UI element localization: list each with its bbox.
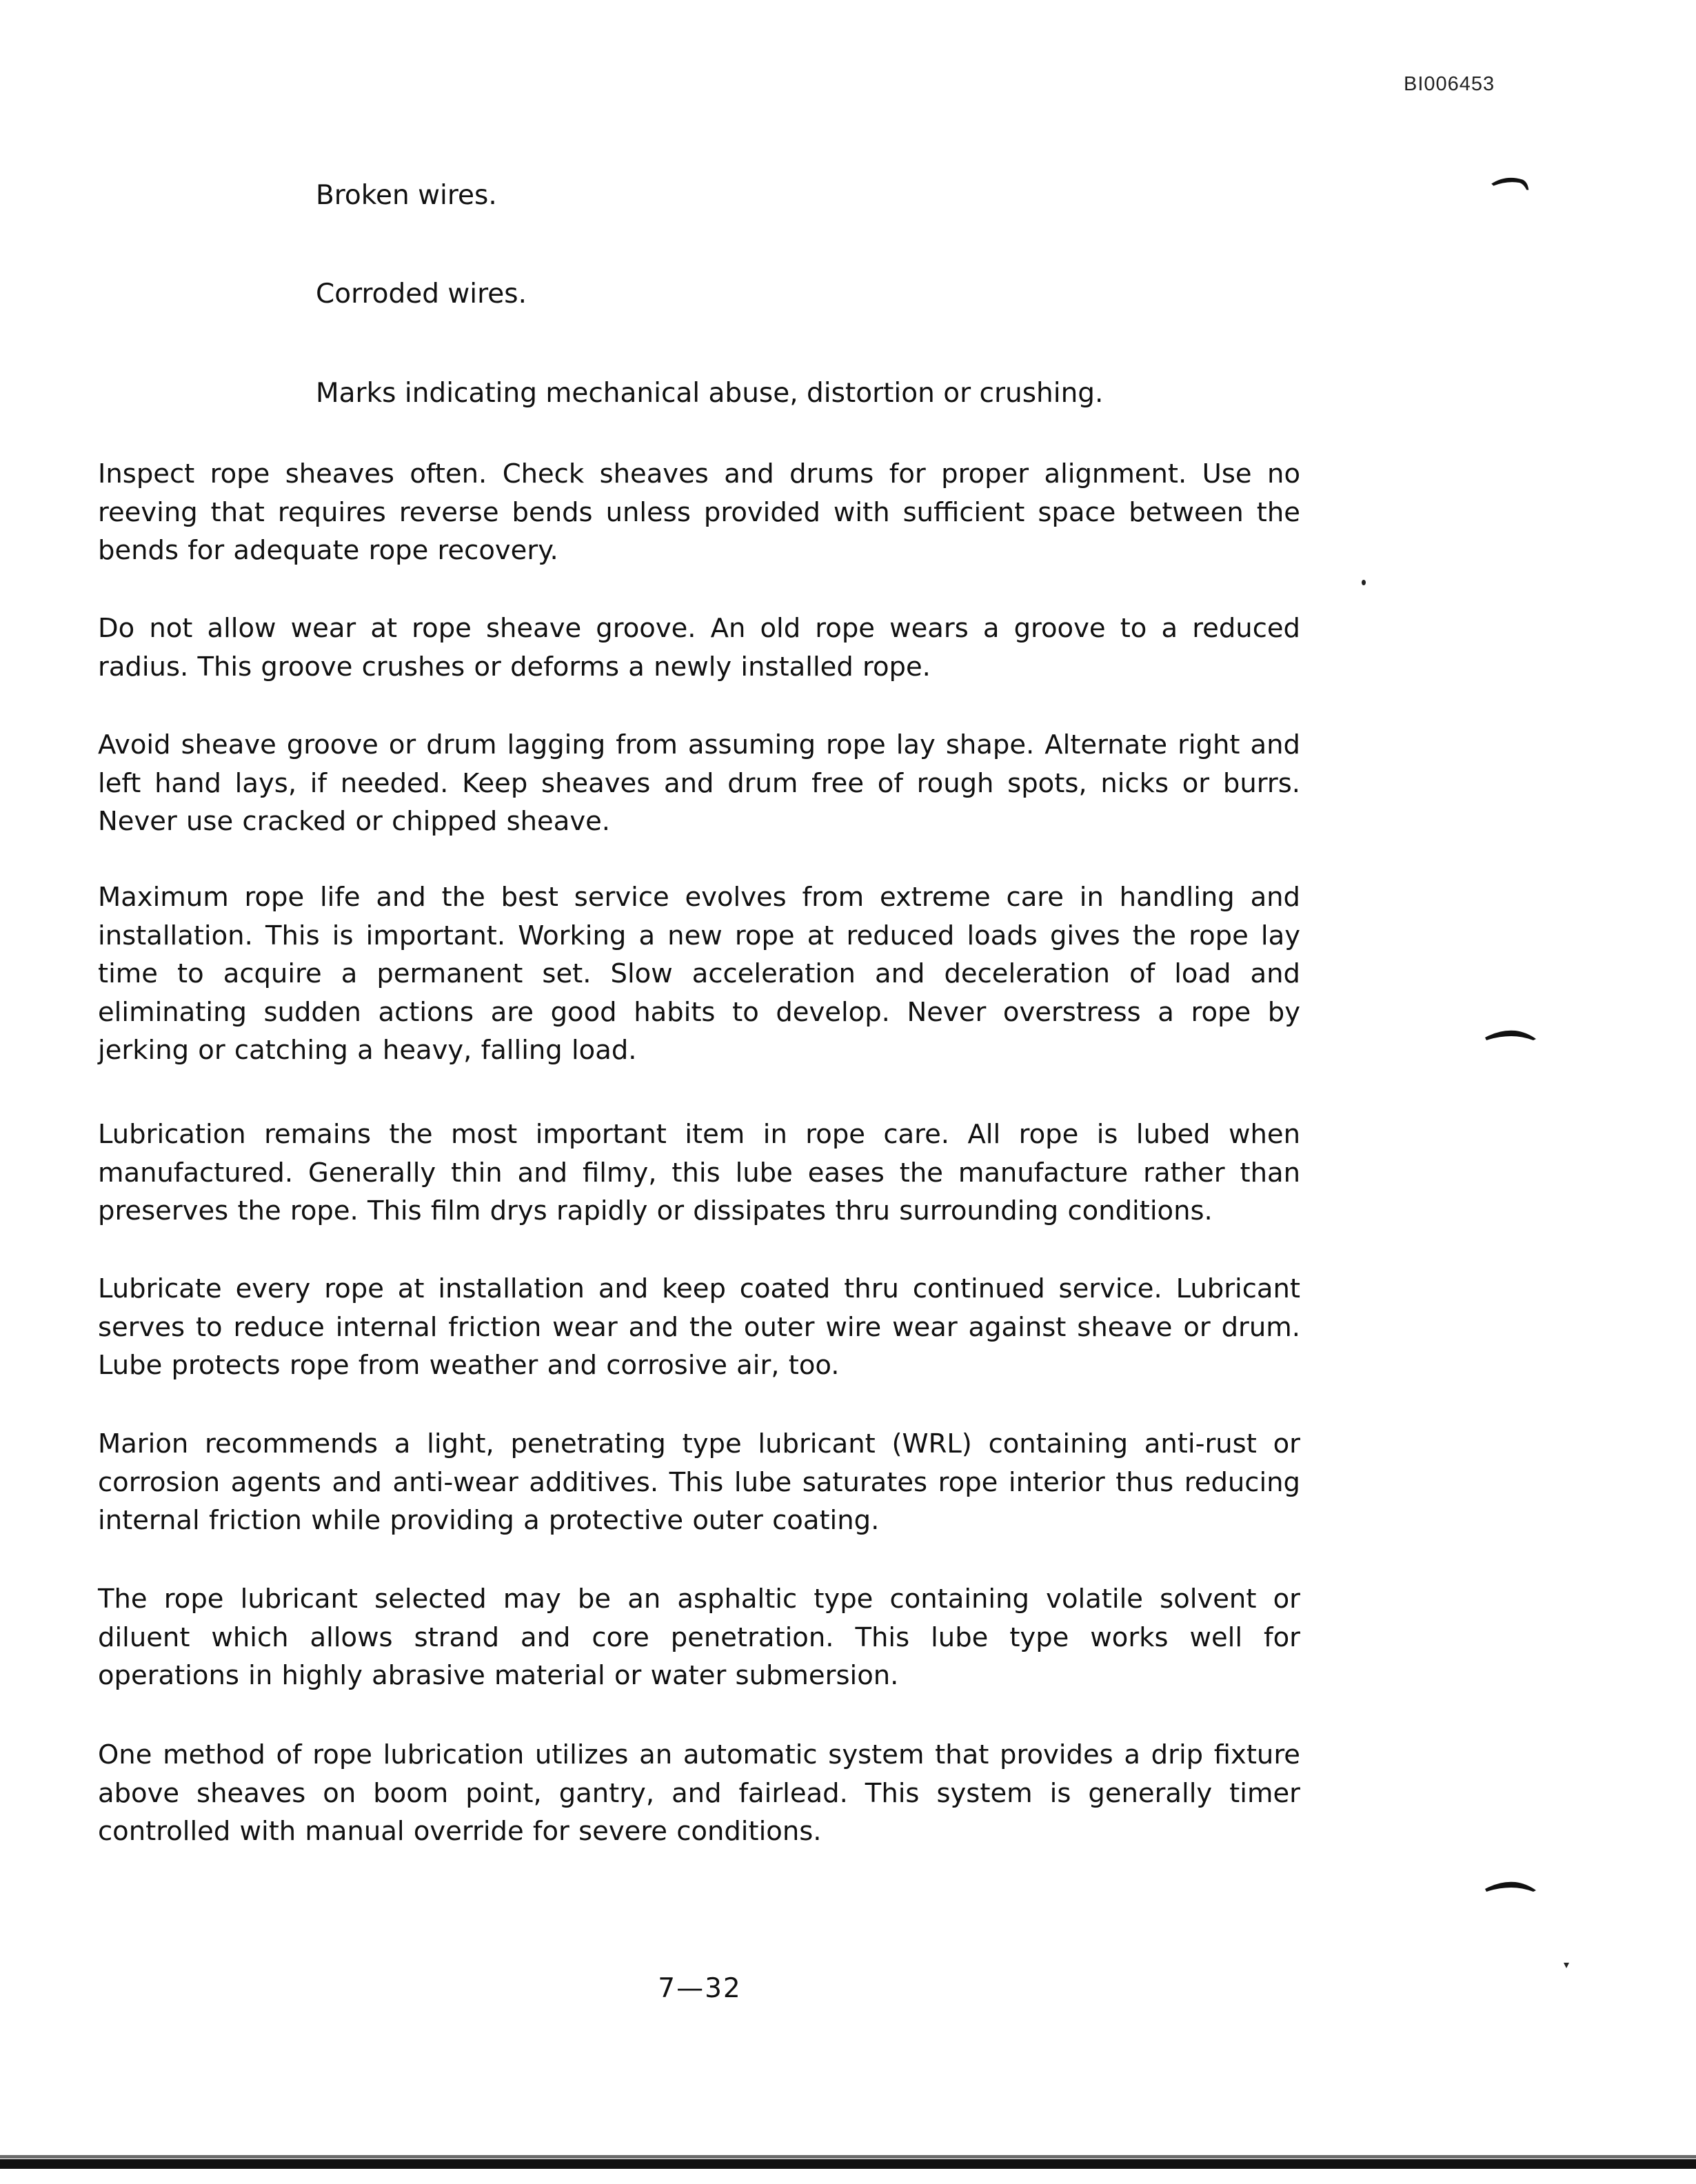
paragraph-inspect-sheaves: Inspect rope sheaves often. Check sheaves and drums for proper alignment. Use no reeving that requires reverse bends unless provided with sufficient space between the bends for adequate rope recovery. [98,458,1300,566]
document-id: BI006453 [1404,73,1495,95]
paragraph-marion-recommends: Marion recommends a light, penetrating type lubricant (WRL) containing anti-rust or corrosion agents and anti-wear additives. This lube saturates rope interior thus reducing internal friction while providing a protective outer coating. [98,1428,1300,1536]
binder-hole-mark-icon [1484,172,1537,193]
inspection-item-corroded-wires: Corroded wires. [316,279,527,310]
scan-speck-icon [1361,579,1366,586]
scan-speck-icon [1564,1962,1569,1969]
paragraph-drum-lagging: Avoid sheave groove or drum lagging from assuming rope lay shape. Alternate right and left hand lays, if needed. Keep sheaves and drum free of rough spots, nicks or burrs. Never use cracked or chipped sheave. [98,729,1300,837]
paragraph-lubricate-every-rope: Lubricate every rope at installation and keep coated thru continued service. Lubricant serves to reduce internal friction wear and the outer wire wear against sheave or drum. Lube protects rope from weather and corrosive air, too. [98,1273,1300,1381]
paragraph-automatic-lubrication: One method of rope lubrication utilizes an automatic system that provides a drip fixture above sheaves on boom point, gantry, and fairlead. This system is generally timer controlled with manual override for severe conditions. [98,1739,1300,1847]
binder-hole-mark-icon [1484,1875,1537,1896]
paragraph-asphaltic-lubricant: The rope lubricant selected may be an asphaltic type containing volatile solvent or diluent which allows strand and core penetration. This lube type works well for operations in highly abrasive material or water submersion. [98,1584,1300,1691]
paragraph-rope-life: Maximum rope life and the best service evolves from extreme care in handling and installation. This is important. Working a new rope at reduced loads gives the rope lay time to acquire a permanent set. Slow acceleration and deceleration of load and eliminating sudden actions are good habits to develop. Never overstress a rope by jerking or catching a heavy, falling load. [98,882,1300,1066]
inspection-item-broken-wires: Broken wires. [316,180,497,211]
page-number: 7—32 [658,1973,742,2004]
bottom-scan-edge-shadow [0,2155,1696,2158]
paragraph-groove-wear: Do not allow wear at rope sheave groove. An old rope wears a groove to a reduced radius. This groove crushes or deforms a newly installed rope. [98,613,1300,682]
paragraph-lubrication-importance: Lubrication remains the most important item in rope care. All rope is lubed when manufactured. Generally thin and filmy, this lube eases the manufacture rather than preserves the rope. This film drys rapidly or dissipates thru surrounding conditions. [98,1119,1300,1226]
inspection-item-mechanical-abuse: Marks indicating mechanical abuse, distortion or crushing. [316,378,1104,409]
bottom-scan-edge [0,2159,1696,2169]
binder-hole-mark-icon [1484,1024,1537,1044]
